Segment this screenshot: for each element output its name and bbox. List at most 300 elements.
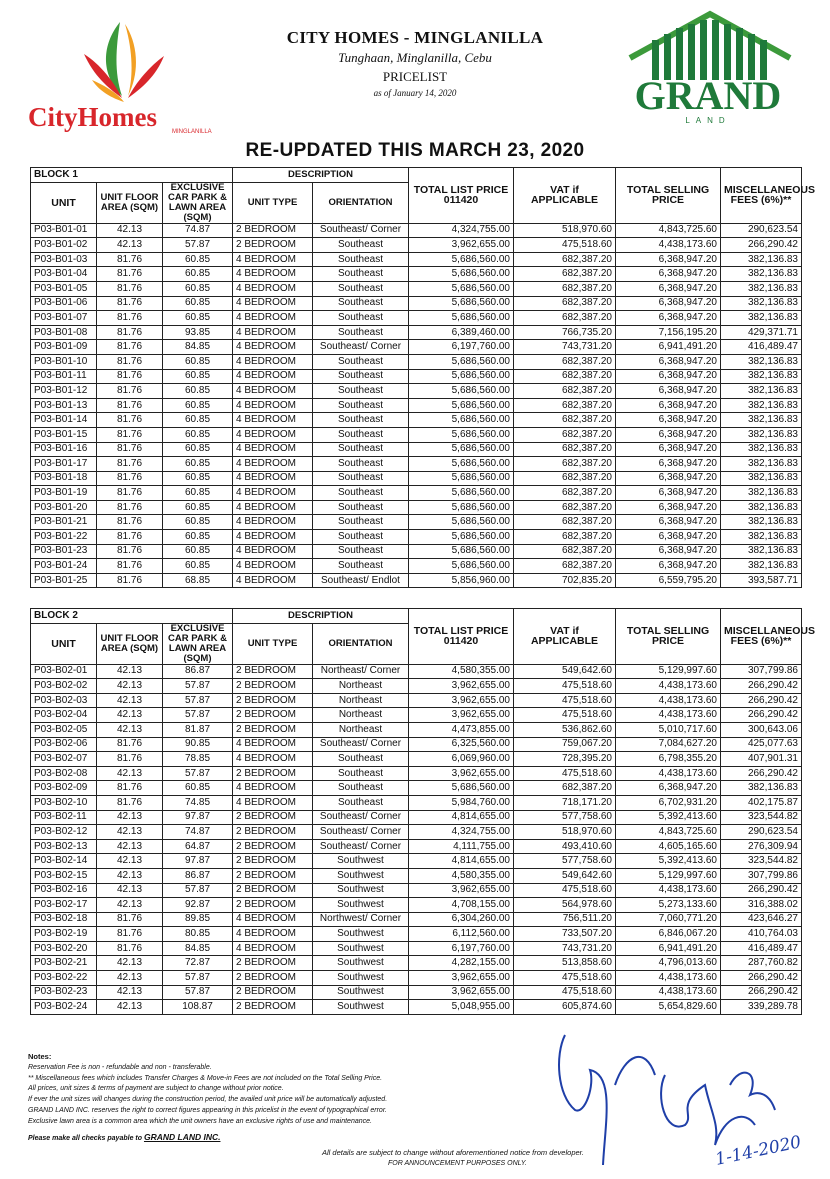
table-row xyxy=(31,573,802,588)
table-cell: 42.13 xyxy=(97,985,163,1000)
table-cell: 5,686,560.00 xyxy=(409,442,514,457)
table-cell: P03-B01-19 xyxy=(31,486,97,501)
table-cell: P03-B01-14 xyxy=(31,413,97,428)
table-row xyxy=(31,664,802,679)
table-row xyxy=(31,927,802,942)
table-cell: 6,559,795.20 xyxy=(616,573,721,588)
note-line: Exclusive lawn area is a common area which the unit owners have an exclusive rights of use and maintenance. xyxy=(28,1117,372,1125)
table-cell: 42.13 xyxy=(97,238,163,253)
table-row xyxy=(31,544,802,559)
table-cell: 42.13 xyxy=(97,956,163,971)
table-cell: 682,387.20 xyxy=(514,369,616,384)
table-cell: 4,324,755.00 xyxy=(409,223,514,238)
table-cell: 4 BEDROOM xyxy=(233,296,313,311)
table-row xyxy=(31,781,802,796)
table-cell: 57.87 xyxy=(163,708,233,723)
table-cell: 4 BEDROOM xyxy=(233,544,313,559)
table-cell: 513,858.60 xyxy=(514,956,616,971)
table-cell: 743,731.20 xyxy=(514,941,616,956)
table-cell: 605,874.60 xyxy=(514,1000,616,1015)
table-cell: 81.76 xyxy=(97,457,163,472)
table-cell: P03-B02-18 xyxy=(31,912,97,927)
table-cell: Southeast xyxy=(313,427,409,442)
table-cell: 733,507.20 xyxy=(514,927,616,942)
table-cell: 2 BEDROOM xyxy=(233,238,313,253)
table-cell: 6,368,947.20 xyxy=(616,281,721,296)
table-cell: 382,136.83 xyxy=(721,530,802,545)
table-cell: 5,686,560.00 xyxy=(409,384,514,399)
table-cell: 682,387.20 xyxy=(514,544,616,559)
table-cell: P03-B01-16 xyxy=(31,442,97,457)
table-cell: 57.87 xyxy=(163,238,233,253)
table-cell: 6,368,947.20 xyxy=(616,559,721,574)
table-cell: 290,623.54 xyxy=(721,825,802,840)
table-cell: 5,686,560.00 xyxy=(409,500,514,515)
table-cell: Southeast xyxy=(313,325,409,340)
table-cell: Southeast/ Endlot xyxy=(313,573,409,588)
table-cell: 577,758.60 xyxy=(514,854,616,869)
table-cell: 81.76 xyxy=(97,267,163,282)
table-cell: 4 BEDROOM xyxy=(233,442,313,457)
orientation-header: ORIENTATION xyxy=(313,623,409,664)
table-cell: 42.13 xyxy=(97,868,163,883)
table-cell: 57.87 xyxy=(163,883,233,898)
table-cell: 5,686,560.00 xyxy=(409,781,514,796)
table-cell: 6,368,947.20 xyxy=(616,427,721,442)
table-cell: 81.76 xyxy=(97,559,163,574)
table-cell: 5,654,829.60 xyxy=(616,1000,721,1015)
table-row xyxy=(31,839,802,854)
table-cell: 323,544.82 xyxy=(721,810,802,825)
table-cell: 382,136.83 xyxy=(721,457,802,472)
table-cell: 682,387.20 xyxy=(514,442,616,457)
table-cell: 266,290.42 xyxy=(721,693,802,708)
table-cell: 4 BEDROOM xyxy=(233,398,313,413)
table-row xyxy=(31,486,802,501)
table-cell: 682,387.20 xyxy=(514,781,616,796)
table-cell: 307,799.86 xyxy=(721,868,802,883)
table-cell: Southeast xyxy=(313,544,409,559)
table-cell: 266,290.42 xyxy=(721,238,802,253)
table-cell: 4 BEDROOM xyxy=(233,325,313,340)
table-cell: 682,387.20 xyxy=(514,413,616,428)
vat-header: VAT if APPLICABLE xyxy=(514,168,616,224)
table-cell: Southwest xyxy=(313,868,409,883)
note-line: Reservation Fee is non - refundable and non - transferable. xyxy=(28,1063,212,1071)
table-cell: 4 BEDROOM xyxy=(233,781,313,796)
table-cell: P03-B01-03 xyxy=(31,252,97,267)
table-cell: 7,060,771.20 xyxy=(616,912,721,927)
table-cell: 60.85 xyxy=(163,384,233,399)
table-cell: Southeast xyxy=(313,766,409,781)
table-row xyxy=(31,868,802,883)
table-cell: Southwest xyxy=(313,898,409,913)
table-cell: Southeast/ Corner xyxy=(313,340,409,355)
table-cell: 57.87 xyxy=(163,766,233,781)
table-cell: Northeast xyxy=(313,722,409,737)
table-cell: 6,325,560.00 xyxy=(409,737,514,752)
table-cell: Southwest xyxy=(313,985,409,1000)
table-row xyxy=(31,281,802,296)
project-location: Tunghaan, Minglanilla, Cebu xyxy=(338,50,492,65)
table-cell: 382,136.83 xyxy=(721,500,802,515)
table-cell: 382,136.83 xyxy=(721,486,802,501)
table-cell: 518,970.60 xyxy=(514,825,616,840)
table-cell: 475,518.60 xyxy=(514,971,616,986)
table-cell: P03-B01-15 xyxy=(31,427,97,442)
exclusive-area-header: EXCLUSIVE CAR PARK & LAWN AREA (SQM) xyxy=(163,623,233,664)
table-cell: P03-B01-08 xyxy=(31,325,97,340)
table-cell: Southwest xyxy=(313,883,409,898)
table-cell: 266,290.42 xyxy=(721,708,802,723)
table-cell: 4 BEDROOM xyxy=(233,795,313,810)
table-cell: Southeast xyxy=(313,296,409,311)
table-cell: 60.85 xyxy=(163,486,233,501)
table-row xyxy=(31,941,802,956)
doc-type: PRICELIST xyxy=(382,69,448,84)
table-row xyxy=(31,956,802,971)
table-cell: P03-B02-04 xyxy=(31,708,97,723)
table-cell: P03-B02-08 xyxy=(31,766,97,781)
table-cell: 81.76 xyxy=(97,486,163,501)
svg-text:MINGLANILLA: MINGLANILLA xyxy=(172,129,212,135)
table-cell: 6,798,355.20 xyxy=(616,752,721,767)
table-cell: 759,067.20 xyxy=(514,737,616,752)
table-cell: 6,304,260.00 xyxy=(409,912,514,927)
table-cell: 42.13 xyxy=(97,693,163,708)
table-cell: 743,731.20 xyxy=(514,340,616,355)
table-cell: Southwest xyxy=(313,941,409,956)
table-cell: 682,387.20 xyxy=(514,530,616,545)
table-cell: 6,368,947.20 xyxy=(616,354,721,369)
table-cell: 5,856,960.00 xyxy=(409,573,514,588)
table-cell: 4,111,755.00 xyxy=(409,839,514,854)
table-cell: 382,136.83 xyxy=(721,442,802,457)
block-2-table xyxy=(30,608,816,1015)
table-cell: 6,368,947.20 xyxy=(616,311,721,326)
table-cell: Southwest xyxy=(313,956,409,971)
table-cell: P03-B01-24 xyxy=(31,559,97,574)
floor-area-header: UNIT FLOOR AREA (SQM) xyxy=(97,623,163,664)
table-cell: P03-B02-11 xyxy=(31,810,97,825)
table-cell: P03-B02-15 xyxy=(31,868,97,883)
table-cell: P03-B02-13 xyxy=(31,839,97,854)
table-cell: 6,368,947.20 xyxy=(616,398,721,413)
table-cell: 81.76 xyxy=(97,442,163,457)
notes-list xyxy=(28,1063,628,1128)
table-cell: P03-B01-09 xyxy=(31,340,97,355)
table-cell: 81.76 xyxy=(97,398,163,413)
table-cell: 4 BEDROOM xyxy=(233,941,313,956)
notes-section xyxy=(28,1052,628,1144)
table-cell: 2 BEDROOM xyxy=(233,854,313,869)
table-cell: P03-B01-20 xyxy=(31,500,97,515)
notes-heading: Notes: xyxy=(28,1052,52,1061)
table-cell: 68.85 xyxy=(163,573,233,588)
table-cell: 382,136.83 xyxy=(721,471,802,486)
table-cell: 6,368,947.20 xyxy=(616,486,721,501)
table-cell: P03-B02-22 xyxy=(31,971,97,986)
table-cell: 382,136.83 xyxy=(721,354,802,369)
table-cell: 6,368,947.20 xyxy=(616,781,721,796)
project-title: CITY HOMES - MINGLANILLA xyxy=(286,28,544,47)
table-cell: Southeast/ Corner xyxy=(313,223,409,238)
table-row xyxy=(31,384,802,399)
description-header: DESCRIPTION xyxy=(233,609,409,624)
table-cell: 475,518.60 xyxy=(514,766,616,781)
table-cell: 682,387.20 xyxy=(514,471,616,486)
table-cell: 549,642.60 xyxy=(514,664,616,679)
table-cell: 42.13 xyxy=(97,898,163,913)
disclaimer: All details are subject to change without aforementioned notice from developer. xyxy=(322,1148,584,1157)
table-row xyxy=(31,559,802,574)
table-cell: 90.85 xyxy=(163,737,233,752)
table-cell: 81.87 xyxy=(163,722,233,737)
table-cell: 475,518.60 xyxy=(514,693,616,708)
table-cell: 4 BEDROOM xyxy=(233,752,313,767)
table-cell: P03-B01-11 xyxy=(31,369,97,384)
table-cell: Southeast xyxy=(313,384,409,399)
table-cell: 60.85 xyxy=(163,311,233,326)
table-cell: 3,962,655.00 xyxy=(409,238,514,253)
table-cell: 682,387.20 xyxy=(514,252,616,267)
table-cell: Southeast xyxy=(313,530,409,545)
table-cell: 42.13 xyxy=(97,883,163,898)
table-cell: 4,438,173.60 xyxy=(616,693,721,708)
table-cell: 6,197,760.00 xyxy=(409,340,514,355)
table-cell: 682,387.20 xyxy=(514,500,616,515)
table-row xyxy=(31,471,802,486)
table-row xyxy=(31,679,802,694)
table-cell: 5,129,997.60 xyxy=(616,664,721,679)
table-cell: 97.87 xyxy=(163,810,233,825)
table-cell: 682,387.20 xyxy=(514,427,616,442)
table-cell: 287,760.82 xyxy=(721,956,802,971)
table-cell: 682,387.20 xyxy=(514,398,616,413)
table-cell: 60.85 xyxy=(163,457,233,472)
table-row xyxy=(31,311,802,326)
page-header xyxy=(0,0,830,140)
table-cell: P03-B01-17 xyxy=(31,457,97,472)
svg-text:CityHomes: CityHomes xyxy=(28,102,157,132)
table-row xyxy=(31,457,802,472)
table-cell: Southwest xyxy=(313,1000,409,1015)
table-cell: P03-B01-12 xyxy=(31,384,97,399)
table-cell: 42.13 xyxy=(97,708,163,723)
table-cell: P03-B02-09 xyxy=(31,781,97,796)
table-cell: 81.76 xyxy=(97,752,163,767)
table-cell: 416,489.47 xyxy=(721,340,802,355)
table-cell: 60.85 xyxy=(163,544,233,559)
table-row xyxy=(31,223,802,238)
table-cell: 4 BEDROOM xyxy=(233,427,313,442)
table-cell: P03-B02-06 xyxy=(31,737,97,752)
table-cell: 5,686,560.00 xyxy=(409,354,514,369)
table-cell: 6,112,560.00 xyxy=(409,927,514,942)
table-cell: 4,438,173.60 xyxy=(616,883,721,898)
table-cell: 4,438,173.60 xyxy=(616,679,721,694)
table-cell: Northeast/ Corner xyxy=(313,664,409,679)
table-row xyxy=(31,898,802,913)
table-cell: 42.13 xyxy=(97,971,163,986)
table-cell: 60.85 xyxy=(163,500,233,515)
table-cell: 5,686,560.00 xyxy=(409,471,514,486)
table-cell: P03-B01-06 xyxy=(31,296,97,311)
table-cell: 4,438,173.60 xyxy=(616,985,721,1000)
table-cell: 57.87 xyxy=(163,985,233,1000)
table-cell: 4,324,755.00 xyxy=(409,825,514,840)
table-cell: 536,862.60 xyxy=(514,722,616,737)
table-cell: 402,175.87 xyxy=(721,795,802,810)
table-cell: Southeast xyxy=(313,369,409,384)
table-cell: 6,702,931.20 xyxy=(616,795,721,810)
table-cell: Southeast xyxy=(313,281,409,296)
svg-text:LAND: LAND xyxy=(685,116,731,125)
table-cell: 5,686,560.00 xyxy=(409,252,514,267)
table-cell: 81.76 xyxy=(97,413,163,428)
table-cell: P03-B01-13 xyxy=(31,398,97,413)
reupdated-banner: RE-UPDATED THIS MARCH 23, 2020 xyxy=(245,140,585,161)
table-cell: 81.76 xyxy=(97,781,163,796)
table-cell: 407,901.31 xyxy=(721,752,802,767)
table-cell: P03-B02-14 xyxy=(31,854,97,869)
table-cell: 60.85 xyxy=(163,427,233,442)
table-cell: 81.76 xyxy=(97,296,163,311)
table-cell: 4 BEDROOM xyxy=(233,267,313,282)
table-row xyxy=(31,971,802,986)
table-cell: Northeast xyxy=(313,708,409,723)
table-cell: 382,136.83 xyxy=(721,281,802,296)
table-cell: 42.13 xyxy=(97,766,163,781)
table-cell: 5,686,560.00 xyxy=(409,486,514,501)
table-cell: P03-B02-02 xyxy=(31,679,97,694)
table-cell: 2 BEDROOM xyxy=(233,971,313,986)
table-cell: 60.85 xyxy=(163,252,233,267)
table-cell: 682,387.20 xyxy=(514,354,616,369)
note-line: If ever the unit sizes will changes during the construction period, the availed unit price will be automatically adjusted. xyxy=(28,1096,388,1104)
table-cell: 5,686,560.00 xyxy=(409,515,514,530)
block-label: BLOCK 2 xyxy=(31,609,233,624)
table-cell: 4 BEDROOM xyxy=(233,530,313,545)
table-cell: Southwest xyxy=(313,927,409,942)
table-cell: 5,686,560.00 xyxy=(409,267,514,282)
floor-area-header: UNIT FLOOR AREA (SQM) xyxy=(97,182,163,223)
unit-type-header: UNIT TYPE xyxy=(233,182,313,223)
table-cell: 300,643.06 xyxy=(721,722,802,737)
table-cell: 42.13 xyxy=(97,664,163,679)
unit-header: UNIT xyxy=(31,182,97,223)
table-cell: P03-B02-19 xyxy=(31,927,97,942)
table-cell: 4 BEDROOM xyxy=(233,559,313,574)
table-cell: Southwest xyxy=(313,854,409,869)
table-cell: 78.85 xyxy=(163,752,233,767)
table-cell: 756,511.20 xyxy=(514,912,616,927)
table-cell: 2 BEDROOM xyxy=(233,693,313,708)
table-cell: 81.76 xyxy=(97,311,163,326)
orientation-header: ORIENTATION xyxy=(313,182,409,223)
table-cell: P03-B02-12 xyxy=(31,825,97,840)
table-cell: 5,686,560.00 xyxy=(409,427,514,442)
table-cell: 4 BEDROOM xyxy=(233,737,313,752)
table-cell: 2 BEDROOM xyxy=(233,883,313,898)
table-cell: 307,799.86 xyxy=(721,664,802,679)
header-center xyxy=(245,28,585,98)
table-cell: 57.87 xyxy=(163,693,233,708)
table-cell: 702,835.20 xyxy=(514,573,616,588)
table-cell: P03-B01-05 xyxy=(31,281,97,296)
table-cell: 42.13 xyxy=(97,825,163,840)
table-cell: P03-B01-01 xyxy=(31,223,97,238)
table-cell: 42.13 xyxy=(97,839,163,854)
table-cell: 5,686,560.00 xyxy=(409,413,514,428)
table-cell: P03-B02-03 xyxy=(31,693,97,708)
as-of-date: as of January 14, 2020 xyxy=(373,88,457,98)
table-cell: 2 BEDROOM xyxy=(233,825,313,840)
table-cell: 42.13 xyxy=(97,223,163,238)
table-cell: Southeast xyxy=(313,267,409,282)
table-cell: 6,368,947.20 xyxy=(616,442,721,457)
table-cell: 266,290.42 xyxy=(721,883,802,898)
table-cell: 84.85 xyxy=(163,340,233,355)
table-row xyxy=(31,912,802,927)
table-cell: P03-B01-22 xyxy=(31,530,97,545)
table-cell: Southeast/ Corner xyxy=(313,810,409,825)
table-row xyxy=(31,369,802,384)
table-cell: 475,518.60 xyxy=(514,679,616,694)
table-cell: 74.85 xyxy=(163,795,233,810)
table-cell: 5,686,560.00 xyxy=(409,281,514,296)
table-cell: 276,309.94 xyxy=(721,839,802,854)
table-cell: 2 BEDROOM xyxy=(233,722,313,737)
table-row xyxy=(31,267,802,282)
table-cell: 81.76 xyxy=(97,795,163,810)
table-cell: 81.76 xyxy=(97,544,163,559)
table-cell: 577,758.60 xyxy=(514,810,616,825)
table-cell: 5,686,560.00 xyxy=(409,559,514,574)
table-cell: 266,290.42 xyxy=(721,679,802,694)
table-cell: 4 BEDROOM xyxy=(233,573,313,588)
unit-header: UNIT xyxy=(31,623,97,664)
table-cell: P03-B02-17 xyxy=(31,898,97,913)
table-cell: 316,388.02 xyxy=(721,898,802,913)
table-cell: 81.76 xyxy=(97,384,163,399)
table-cell: 382,136.83 xyxy=(721,311,802,326)
table-cell: 682,387.20 xyxy=(514,267,616,282)
table-cell: 382,136.83 xyxy=(721,427,802,442)
table-cell: 60.85 xyxy=(163,781,233,796)
table-cell: 60.85 xyxy=(163,515,233,530)
table-cell: 81.76 xyxy=(97,325,163,340)
table-cell: 2 BEDROOM xyxy=(233,898,313,913)
table-cell: 6,197,760.00 xyxy=(409,941,514,956)
table-cell: 4,438,173.60 xyxy=(616,708,721,723)
table-cell: 2 BEDROOM xyxy=(233,839,313,854)
announcement: FOR ANNOUNCEMENT PURPOSES ONLY. xyxy=(388,1160,527,1167)
table-cell: P03-B01-07 xyxy=(31,311,97,326)
note-line: All prices, unit sizes & terms of payment are subject to change without prior notice. xyxy=(28,1085,284,1093)
table-cell: 382,136.83 xyxy=(721,384,802,399)
note-line: GRAND LAND INC. reserves the right to correct figures appearing in this pricelist in the event of typographical error. xyxy=(28,1106,387,1114)
table-cell: 2 BEDROOM xyxy=(233,679,313,694)
table-cell: 81.76 xyxy=(97,941,163,956)
table-cell: 6,368,947.20 xyxy=(616,384,721,399)
note-line: ** Miscellaneous fees which includes Transfer Charges & Move-in Fees are not included on the Total Selling Price. xyxy=(28,1074,383,1082)
table-cell: Southeast/ Corner xyxy=(313,737,409,752)
table-cell: P03-B02-07 xyxy=(31,752,97,767)
table-cell: P03-B01-21 xyxy=(31,515,97,530)
table-row xyxy=(31,985,802,1000)
table-row xyxy=(31,737,802,752)
